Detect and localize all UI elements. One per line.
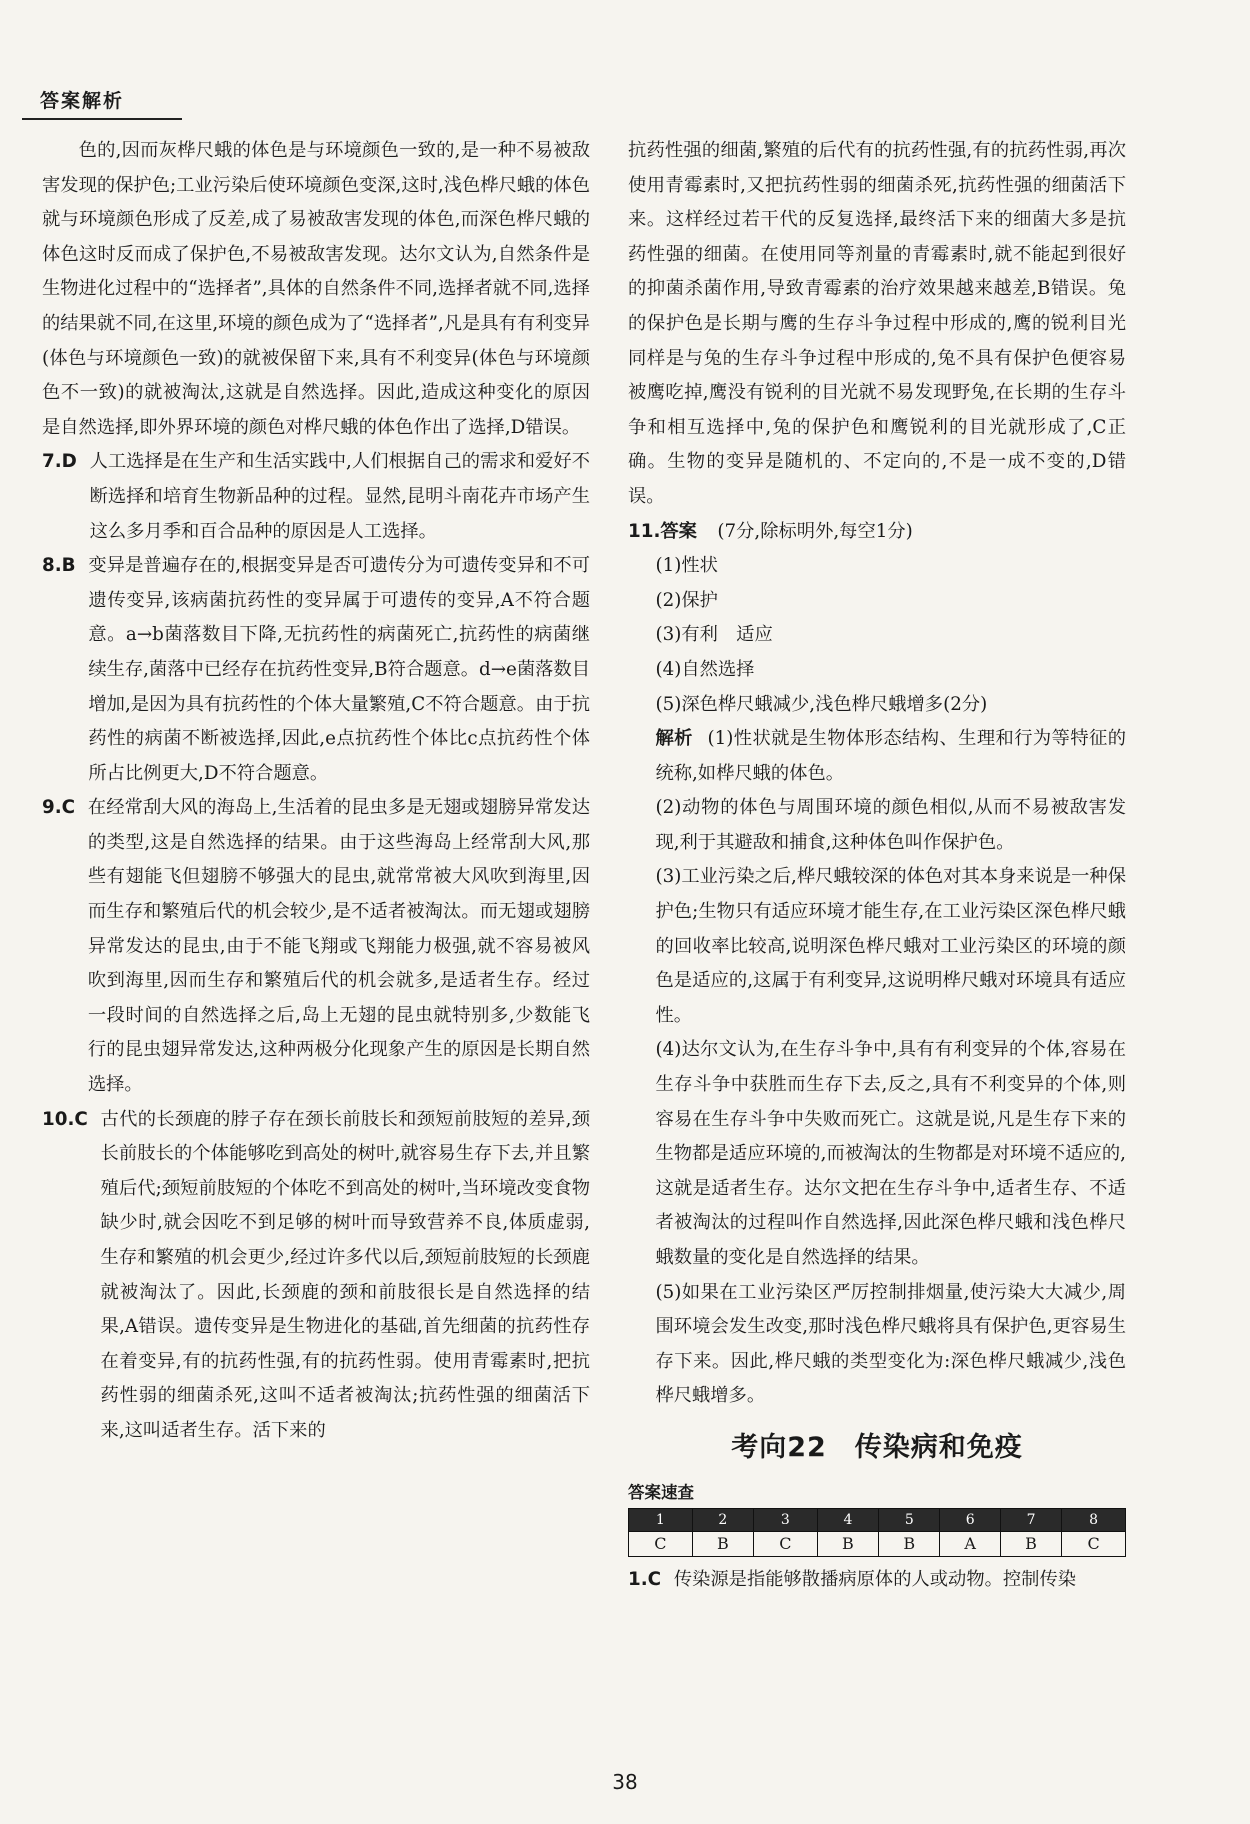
- analysis-4: (4)达尔文认为,在生存斗争中,具有有利变异的个体,容易在生存斗争中获胜而生存下去,反之,具有不利变异的个体,则容易在生存斗争中失败而死亡。这就是说,凡是生存下来的生物都是适应环境的,而被淘汰的生物都是对环境不适应的,这就是适者生存。达尔文把在生存斗争中,适者生存、不适者被淘汰的过程叫作自然选择,因此深色桦尺蛾和浅色桦尺蛾数量的变化是自然选择的结果。: [655, 1039, 1126, 1268]
- table-cell: B: [1000, 1531, 1061, 1556]
- table-cell: 6: [940, 1508, 1000, 1531]
- table-cell: 7: [1000, 1508, 1061, 1531]
- quick-check-label: 答案速查: [628, 1482, 694, 1502]
- table-cell: A: [940, 1531, 1000, 1556]
- q10-continuation: 抗药性强的细菌,繁殖的后代有的抗药性强,有的抗药性弱,再次使用青霉素时,又把抗药性弱的细菌杀死,抗药性强的细菌活下来。这样经过若干代的反复选择,最终活下来的细菌大多是抗药性强的细菌。在使用同等剂量的青霉素时,就不能起到很好的抑菌杀菌作用,导致青霉素的治疗效果越来越差,B错误。兔的保护色是长期与鹰的生存斗争过程中形成的,鹰的锐利目光同样是与兔的生存斗争过程中形成的,兔不具有保护色便容易被鹰吃掉,鹰没有锐利的目光就不易发现野兔,在长期的生存斗争和相互选择中,兔的保护色和鹰锐利的目光就形成了,C正确。生物的变异是随机的、不定向的,不是一成不变的,D错误。: [628, 140, 1126, 507]
- answer-table: [628, 1508, 1126, 1557]
- question-9-number: 9.C: [42, 797, 76, 819]
- table-cell: 4: [817, 1508, 878, 1531]
- question-1-text: 传染源是指能够散播病原体的人或动物。控制传染: [673, 1568, 1077, 1590]
- analysis-1: 解析 (1)性状就是生物体形态结构、生理和行为等特征的统称,如桦尺蛾的体色。: [655, 728, 1127, 784]
- answer-table-answer-row: [629, 1531, 1126, 1556]
- question-11: [628, 515, 1126, 550]
- left-column: [42, 134, 590, 1449]
- answer-5: (5)深色桦尺蛾减少,浅色桦尺蛾增多(2分): [655, 693, 988, 715]
- header-rule: [22, 118, 182, 120]
- answer-table-header-row: [629, 1508, 1126, 1531]
- question-1: [628, 1563, 1126, 1598]
- table-cell: 5: [879, 1508, 940, 1531]
- question-7-text: 人工选择是在生产和生活实践中,人们根据自己的需求和爱好不断选择和培育生物新品种的过程。显然,昆明斗南花卉市场产生这么多月季和百合品种的原因是人工选择。: [89, 451, 590, 542]
- page-number: 38: [612, 1770, 638, 1794]
- table-cell: 2: [692, 1508, 753, 1531]
- answer-3: (3)有利 适应: [655, 624, 773, 646]
- q6-continuation: 色的,因而灰桦尺蛾的体色是与环境颜色一致的,是一种不易被敌害发现的保护色;工业污染后使环境颜色变深,这时,浅色桦尺蛾的体色就与环境颜色形成了反差,成了易被敌害发现的体色,而深色桦尺蛾的体色这时反而成了保护色,不易被敌害发现。达尔文认为,自然条件是生物进化过程中的“选择者”,具体的自然条件不同,选择者就不同,选择的结果就不同,在这里,环境的颜色成为了“选择者”,凡是具有有利变异(体色与环境颜色一致)的就被保留下来,具有不利变异(体色与环境颜色不一致)的就被淘汰,这就是自然选择。因此,造成这种变化的原因是自然选择,即外界环境的颜色对桦尺蛾的体色作出了选择,D错误。: [42, 140, 590, 438]
- table-cell: 8: [1062, 1508, 1126, 1531]
- section-title: 考向22 传染病和免疫: [731, 1431, 1023, 1463]
- table-cell: C: [1062, 1531, 1126, 1556]
- table-cell: 3: [754, 1508, 818, 1531]
- table-cell: C: [754, 1531, 818, 1556]
- table-cell: B: [879, 1531, 940, 1556]
- question-1-number: 1.C: [628, 1568, 662, 1590]
- answer-label: 答案: [660, 520, 697, 542]
- question-8: [42, 549, 590, 791]
- analysis-3: (3)工业污染之后,桦尺蛾较深的体色对其本身来说是一种保护色;生物只有适应环境才能生存,在工业污染区深色桦尺蛾的回收率比较高,说明深色桦尺蛾对工业污染区的环境的颜色是适应的,这属于有利变异,这说明桦尺蛾对环境具有适应性。: [655, 866, 1126, 1026]
- analysis-2: (2)动物的体色与周围环境的颜色相似,从而不易被敌害发现,利于其避敌和捕食,这种体色叫作保护色。: [655, 797, 1126, 853]
- question-10-text: 古代的长颈鹿的脖子存在颈长前肢长和颈短前肢短的差异,颈长前肢长的个体能够吃到高处的树叶,就容易生存下去,并且繁殖后代;颈短前肢短的个体吃不到高处的树叶,当环境改变食物缺少时,就会因吃不到足够的树叶而导致营养不良,体质虚弱,生存和繁殖的机会更少,经过许多代以后,颈短前肢短的长颈鹿就被淘汰了。因此,长颈鹿的颈和前肢很长是自然选择的结果,A错误。遗传变异是生物进化的基础,首先细菌的抗药性存在着变异,有的抗药性强,有的抗药性弱。使用青霉素时,把抗药性弱的细菌杀死,这叫不适者被淘汰;抗药性强的细菌活下来,这叫适者生存。活下来的: [100, 1108, 590, 1441]
- analysis-label: 解析: [655, 728, 693, 750]
- question-7: [42, 445, 590, 549]
- question-8-number: 8.B: [42, 555, 76, 577]
- question-11-number: 11.: [628, 520, 661, 542]
- table-cell: B: [817, 1531, 878, 1556]
- analysis-5: (5)如果在工业污染区严厉控制排烟量,使污染大大减少,周围环境会发生改变,那时浅色桦尺蛾将具有保护色,更容易生存下来。因此,桦尺蛾的类型变化为:深色桦尺蛾减少,浅色桦尺蛾增多。: [655, 1281, 1126, 1407]
- table-cell: B: [692, 1531, 753, 1556]
- question-10-number: 10.C: [42, 1108, 88, 1130]
- answer-2: (2)保护: [655, 589, 718, 611]
- question-9-text: 在经常刮大风的海岛上,生活着的昆虫多是无翅或翅膀异常发达的类型,这是自然选择的结果。由于这些海岛上经常刮大风,那些有翅能飞但翅膀不够强大的昆虫,就常常被大风吹到海里,因而生存和繁殖后代的机会较少,是不适者被淘汰。而无翅或翅膀异常发达的昆虫,由于不能飞翔或飞翔能力极强,就不容易被风吹到海里,因而生存和繁殖后代的机会就多,是适者生存。经过一段时间的自然选择之后,岛上无翅的昆虫就特别多,少数能飞行的昆虫翅异常发达,这种两极分化现象产生的原因是长期自然选择。: [87, 797, 590, 1096]
- table-cell: C: [629, 1531, 693, 1556]
- question-9: [42, 791, 590, 1102]
- question-8-text: 变异是普遍存在的,根据变异是否可遗传分为可遗传变异和不可遗传变异,该病菌抗药性的变异属于可遗传的变异,A不符合题意。a→b菌落数目下降,无抗药性的病菌死亡,抗药性的病菌继续生存,菌落中已经存在抗药性变异,B符合题意。d→e菌落数目增加,是因为具有抗药性的个体大量繁殖,C不符合题意。由于抗药性的病菌不断被选择,因此,e点抗药性个体比c点抗药性个体所占比例更大,D不符合题意。: [88, 555, 590, 784]
- right-column: [628, 134, 1126, 1598]
- answer-4: (4)自然选择: [655, 658, 755, 680]
- question-7-number: 7.D: [42, 451, 77, 473]
- answer-note: (7分,除标明外,每空1分): [717, 520, 913, 542]
- table-cell: 1: [629, 1508, 693, 1531]
- section-header: 答案解析: [40, 90, 125, 112]
- answer-1: (1)性状: [655, 555, 718, 577]
- question-10: [42, 1103, 590, 1449]
